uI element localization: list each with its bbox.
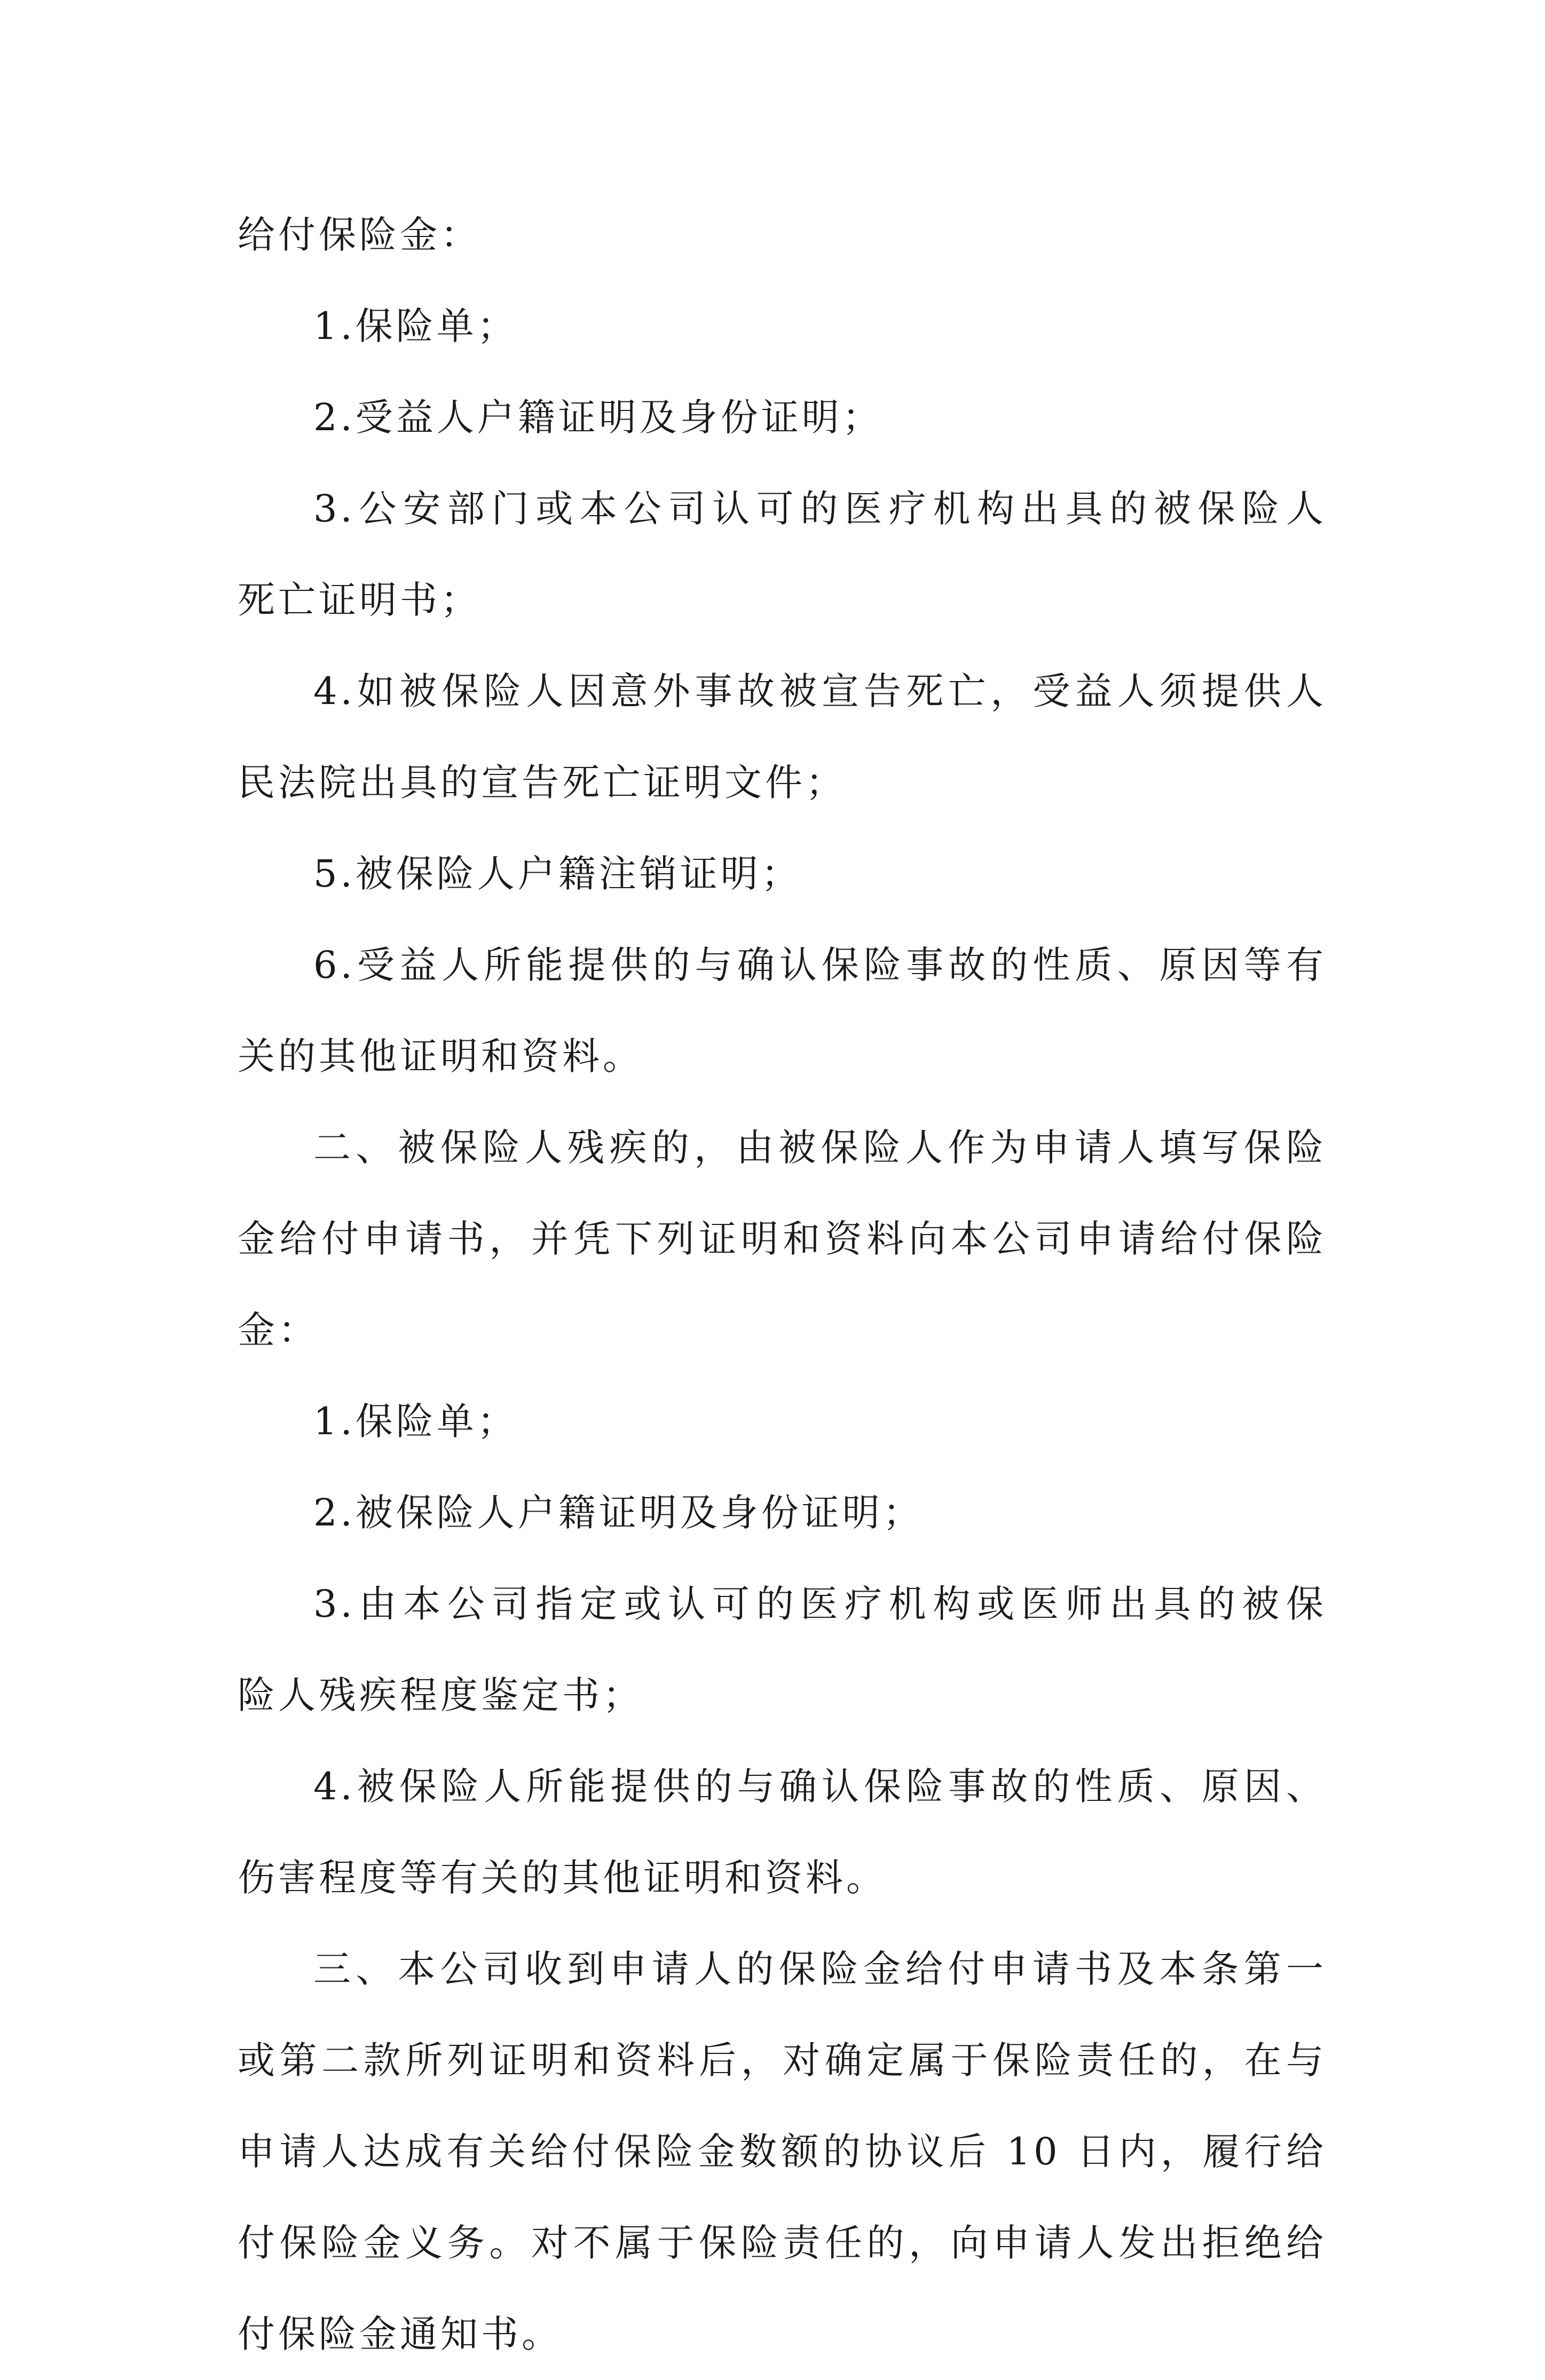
list-item-continuation: 关的其他证明和资料。 [238, 1034, 643, 1078]
list-item-line: 2.被保险人户籍证明及身份证明； [313, 1491, 924, 1535]
paragraph-line: 给付保险金： [238, 213, 481, 257]
section-paragraph-continuation: 申请人达成有关给付保险金数额的协议后 10 日内，履行给 [238, 2130, 1327, 2173]
section-paragraph-continuation: 付保险金通知书。 [238, 2312, 562, 2356]
list-item-continuation: 伤害程度等有关的其他证明和资料。 [238, 1856, 887, 1900]
section-paragraph-line: 三、本公司收到申请人的保险金给付申请书及本条第一 [313, 1947, 1327, 1991]
list-item-line: 4.被保险人所能提供的与确认保险事故的性质、原因、 [313, 1765, 1327, 1808]
list-item-continuation: 死亡证明书； [238, 578, 481, 622]
list-item-line: 1.保险单； [313, 1399, 518, 1443]
section-paragraph-continuation: 或第二款所列证明和资料后，对确定属于保险责任的，在与 [238, 2038, 1327, 2082]
list-item-continuation: 险人残疾程度鉴定书； [238, 1673, 643, 1717]
list-item-line: 3.由本公司指定或认可的医疗机构或医师出具的被保 [313, 1582, 1327, 1626]
list-item-continuation: 民法院出具的宣告死亡证明文件； [238, 761, 846, 804]
document-body [238, 189, 1327, 2380]
section-paragraph-continuation: 付保险金义务。对不属于保险责任的，向申请人发出拒绝给 [238, 2221, 1327, 2265]
list-item-line: 3.公安部门或本公司认可的医疗机构出具的被保险人 [313, 487, 1327, 531]
section-paragraph-continuation: 金给付申请书，并凭下列证明和资料向本公司申请给付保险 [238, 1217, 1327, 1261]
list-item-line: 5.被保险人户籍注销证明； [313, 852, 802, 896]
list-item-line: 2.受益人户籍证明及身份证明； [313, 396, 883, 439]
list-item-line: 4.如被保险人因意外事故被宣告死亡，受益人须提供人 [313, 669, 1327, 713]
section-paragraph-line: 二、被保险人残疾的，由被保险人作为申请人填写保险 [313, 1126, 1327, 1169]
section-paragraph-continuation: 金： [238, 1308, 319, 1352]
list-item-line: 6.受益人所能提供的与确认保险事故的性质、原因等有 [313, 943, 1327, 987]
list-item-line: 1.保险单； [313, 304, 518, 348]
